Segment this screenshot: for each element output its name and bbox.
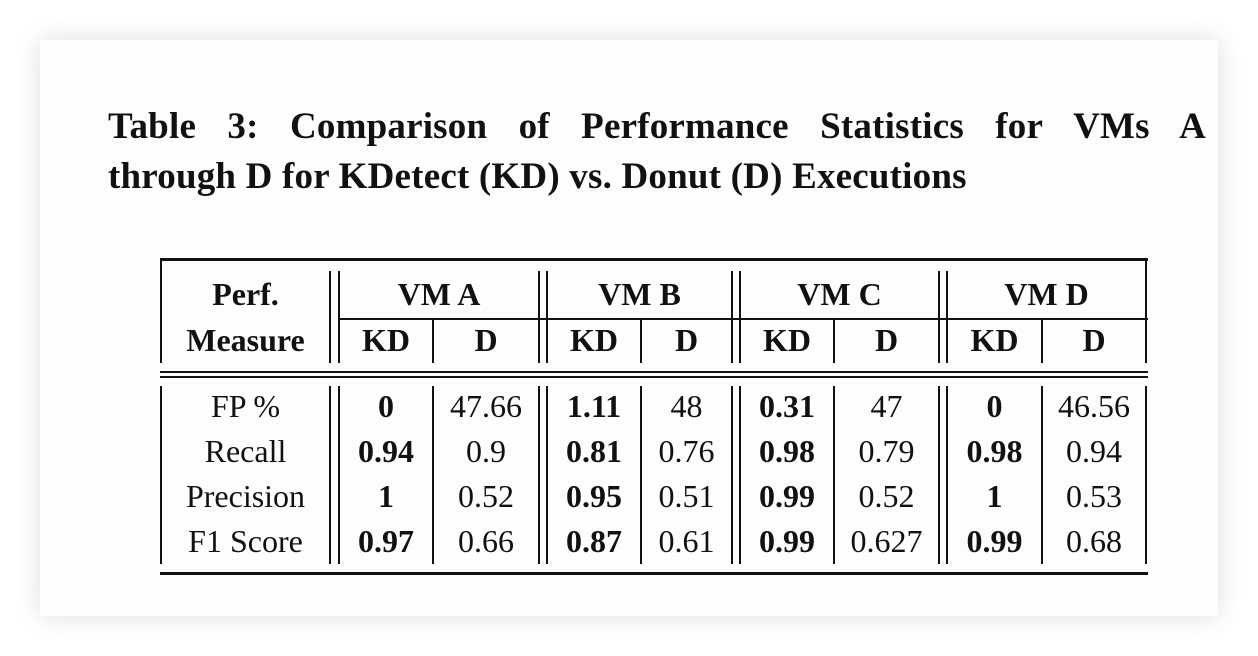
right-border-head	[1145, 261, 1147, 363]
table-cell: 1.11	[566, 388, 622, 424]
sep-body	[538, 386, 540, 564]
header-sub: D	[674, 322, 699, 358]
header-sub: KD	[763, 322, 811, 358]
bottom-rule	[160, 572, 1148, 575]
header-sub: D	[474, 322, 498, 358]
table-cell: 1	[378, 478, 394, 514]
table-cell: 0.9	[466, 433, 506, 469]
header-rule-1	[160, 371, 1148, 373]
header-vm-a: VM A	[397, 276, 481, 312]
table-cell: 48	[670, 388, 703, 424]
row-label: FP %	[210, 388, 281, 424]
header-sub: KD	[570, 322, 618, 358]
header-sub: D	[1082, 322, 1106, 358]
header-rule-2	[160, 376, 1148, 378]
table-cell: 0.99	[759, 523, 815, 559]
table-cell: 0.98	[966, 433, 1023, 469]
table-cell: 0.94	[358, 433, 414, 469]
sep-head	[538, 271, 540, 363]
table-cell: 0.68	[1066, 523, 1122, 559]
caption-line-1: Table 3: Comparison of Performance Statistics for VMs A	[108, 106, 1206, 147]
top-rule	[160, 258, 1148, 261]
sep-body	[938, 386, 940, 564]
table-cell: 0	[986, 388, 1003, 424]
table-cell: 46.56	[1058, 388, 1130, 424]
table-cell: 0.52	[458, 478, 514, 514]
header-vm-c: VM C	[797, 276, 882, 312]
table-cell: 0.94	[1066, 433, 1122, 469]
table-cell: 0.53	[1066, 478, 1122, 514]
table-cell: 1	[986, 478, 1003, 514]
row-label: F1 Score	[188, 523, 303, 559]
sep-head	[731, 271, 733, 363]
table-cell: 47.66	[450, 388, 522, 424]
table-cell: 47	[870, 388, 903, 424]
header-sub: KD	[970, 322, 1019, 358]
caption-line-2: through D for KDetect (KD) vs. Donut (D) Executions	[108, 156, 967, 197]
header-measure: Measure	[186, 322, 305, 358]
header-vm-b: VM B	[598, 276, 681, 312]
comparison-table	[160, 258, 1148, 576]
table-cell: 0.98	[759, 433, 815, 469]
table-cell: 0.76	[658, 433, 715, 469]
table-cell: 0.52	[858, 478, 915, 514]
sep-body	[329, 386, 331, 564]
table-cell: 0.31	[759, 388, 815, 424]
table-cell: 0.79	[858, 433, 915, 469]
table-caption	[108, 102, 1206, 202]
sep-head	[329, 271, 331, 363]
table-cell: 0.61	[658, 523, 715, 559]
header-perf: Perf.	[212, 276, 279, 312]
right-border-body	[1145, 386, 1147, 564]
table-cell: 0.627	[850, 523, 923, 559]
table-cell: 0.66	[458, 523, 514, 559]
row-label: Precision	[185, 478, 306, 514]
table-cell: 0.99	[759, 478, 815, 514]
table-cell: 0.81	[566, 433, 622, 469]
table-cell: 0	[378, 388, 394, 424]
sep-body	[731, 386, 733, 564]
header-sub: KD	[362, 322, 410, 358]
row-label: Recall	[204, 433, 287, 469]
header-sub: D	[874, 322, 899, 358]
table-cell: 0.99	[966, 523, 1023, 559]
header-vm-d: VM D	[1004, 276, 1089, 312]
table-cell: 0.97	[358, 523, 414, 559]
sep-head	[938, 271, 940, 363]
table-cell: 0.87	[566, 523, 622, 559]
table-cell: 0.95	[566, 478, 622, 514]
table-cell: 0.51	[658, 478, 715, 514]
